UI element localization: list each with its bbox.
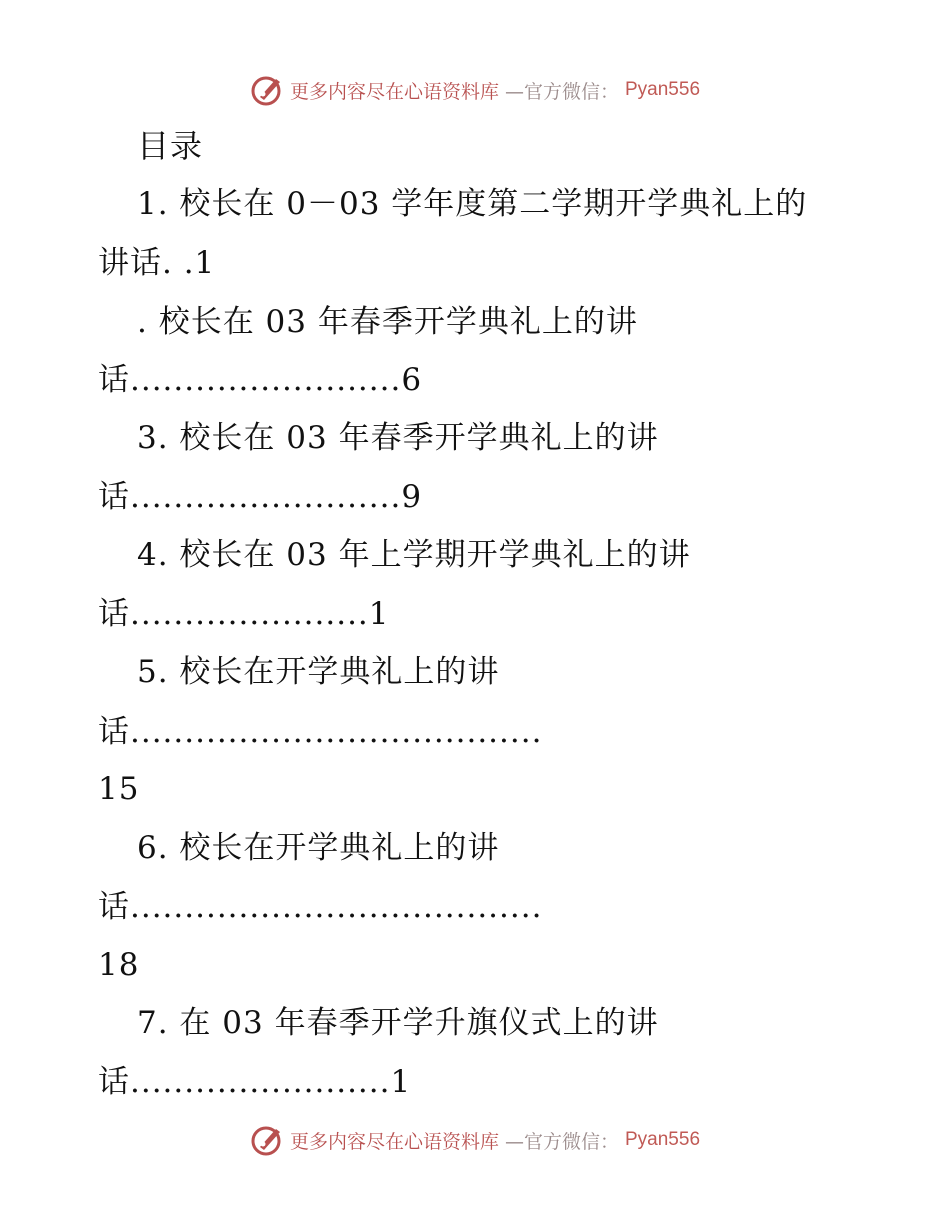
watermark-text: 更多内容尽在心语资料库 [289, 80, 499, 103]
toc-entry-3: 3. 校长在 03 年春季开学典礼上的讲 [137, 420, 659, 456]
toc-entry-5-page: 15 [98, 771, 140, 807]
toc-entry-6-page: 18 [98, 947, 140, 983]
watermark-wechat-id: Pyan556 [625, 79, 701, 100]
watermark-wechat-label: —官方微信： [504, 80, 619, 103]
toc-entry-4-page: 话......................1 [98, 596, 390, 632]
toc-entry-1-page: 讲话. .1 [98, 245, 216, 281]
toc-entry-1: 1. 校长在 0－03 学年度第二学期开学典礼上的 [137, 186, 808, 222]
pen-logo-icon [250, 1123, 284, 1157]
toc-entry-6-dots: 话...................................... [98, 889, 543, 925]
toc-entry-6: 6. 校长在开学典礼上的讲 [137, 830, 500, 866]
footer-watermark [0, 1120, 950, 1160]
watermark-wechat-id: Pyan556 [625, 1129, 701, 1150]
toc-entry-7-page: 话........................1 [98, 1064, 412, 1100]
toc-entry-4: 4. 校长在 03 年上学期开学典礼上的讲 [137, 537, 691, 573]
toc-title: 目录 [137, 127, 204, 165]
toc-entry-2-page: 话.........................6 [98, 362, 423, 398]
watermark-text: 更多内容尽在心语资料库 [289, 1130, 499, 1153]
pen-logo-icon [250, 73, 284, 107]
toc-entry-7: 7. 在 03 年春季开学升旗仪式上的讲 [137, 1005, 659, 1041]
toc-entry-2: . 校长在 03 年春季开学典礼上的讲 [137, 304, 638, 340]
toc-entry-5: 5. 校长在开学典礼上的讲 [137, 654, 500, 690]
toc-entry-5-dots: 话...................................... [98, 714, 543, 750]
watermark-wechat-label: —官方微信： [504, 1130, 619, 1153]
header-watermark [0, 70, 950, 110]
toc-entry-3-page: 话.........................9 [98, 479, 423, 515]
